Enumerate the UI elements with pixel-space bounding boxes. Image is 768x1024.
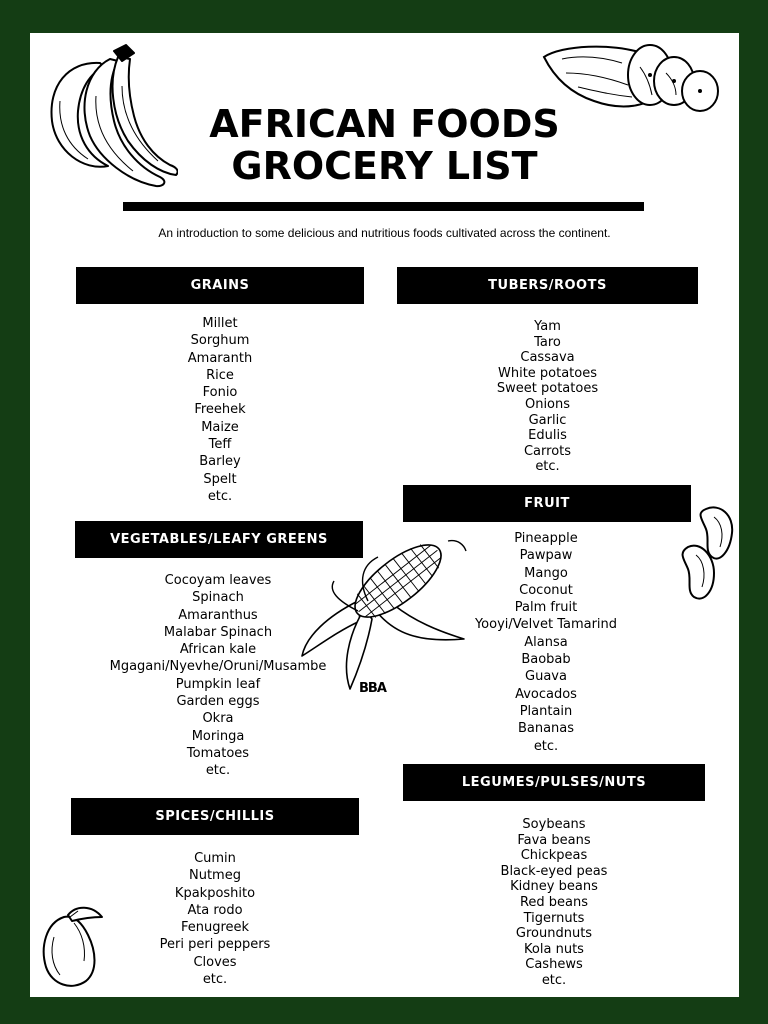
list-item: Teff	[208, 437, 232, 453]
grains-list	[76, 315, 364, 505]
vegetables-heading: VEGETABLES/LEAFY GREENS	[75, 521, 363, 558]
list-item: Pineapple	[514, 531, 578, 546]
tubers-list	[397, 319, 698, 475]
list-item: Cassava	[520, 350, 575, 366]
page-title	[30, 103, 739, 187]
list-item: Coconut	[519, 582, 573, 598]
grains-heading: GRAINS	[76, 267, 364, 304]
list-item: Millet	[202, 316, 238, 331]
list-item: Pawpaw	[519, 548, 573, 564]
list-item: Rice	[206, 367, 234, 383]
list-item: Ata rodo	[187, 902, 243, 918]
list-item: Amaranth	[187, 350, 253, 366]
mango-icon	[38, 903, 108, 993]
list-item: Soybeans	[522, 817, 586, 832]
list-item: Amaranthus	[178, 607, 258, 623]
list-item: Garlic	[528, 412, 567, 428]
list-item: Freehek	[194, 402, 246, 418]
list-item: Spinach	[192, 590, 244, 606]
list-item: Barley	[199, 454, 241, 470]
list-item: Maize	[201, 419, 239, 435]
list-item: Kidney beans	[510, 879, 598, 895]
list-item: Plantain	[519, 703, 573, 719]
list-item: Fenugreek	[180, 920, 250, 936]
list-item: Fava beans	[517, 832, 591, 848]
list-item: Okra	[202, 711, 234, 727]
list-item: Malabar Spinach	[163, 624, 273, 640]
list-item: etc.	[205, 763, 231, 779]
list-item: Tomatoes	[186, 745, 250, 761]
list-item: Kpakposhito	[174, 885, 256, 901]
list-item: Yam	[534, 319, 561, 334]
spices-list	[71, 850, 359, 988]
legumes-list	[403, 817, 705, 989]
list-item: Baobab	[521, 652, 571, 668]
list-item: Sorghum	[190, 333, 250, 349]
title-divider	[123, 202, 644, 211]
list-item: Cloves	[193, 954, 237, 970]
list-item: African kale	[179, 642, 257, 658]
list-item: etc.	[207, 488, 233, 504]
list-item: Tigernuts	[523, 910, 585, 926]
list-item: Mgagani/Nyevhe/Oruni/Musambe	[109, 659, 327, 675]
list-item: Palm fruit	[514, 600, 578, 616]
list-item: Guava	[525, 669, 567, 685]
grocery-list-page	[30, 33, 739, 997]
list-item: Bananas	[517, 721, 575, 737]
list-item: Red beans	[519, 894, 589, 910]
list-item: Peri peri peppers	[159, 937, 271, 953]
page-title-line1: AFRICAN FOODS	[209, 102, 560, 146]
legumes-heading: LEGUMES/PULSES/NUTS	[403, 764, 705, 801]
list-item: Sweet potatoes	[496, 381, 599, 397]
list-item: Fonio	[202, 385, 238, 401]
list-item: etc.	[541, 972, 567, 988]
list-item: Black-eyed peas	[500, 863, 608, 879]
list-item: Cumin	[194, 851, 236, 866]
fruit-list	[462, 530, 630, 755]
tubers-heading: TUBERS/ROOTS	[397, 267, 698, 304]
list-item: Onions	[524, 396, 571, 412]
list-item: Nutmeg	[189, 868, 241, 884]
list-item: Cashews	[525, 957, 583, 973]
page-title-line2: GROCERY LIST	[231, 144, 538, 188]
fruit-heading: FRUIT	[403, 485, 691, 522]
list-item: etc.	[533, 738, 559, 754]
list-item: Carrots	[523, 443, 572, 459]
list-item: Yooyi/Velvet Tamarind	[474, 617, 618, 633]
page-subtitle: An introduction to some delicious and nutritious foods cultivated across the continent.	[158, 226, 611, 240]
list-item: Mango	[524, 565, 568, 581]
corn-icon	[298, 521, 468, 691]
list-item: Groundnuts	[515, 926, 593, 942]
list-item: Garden eggs	[176, 694, 260, 710]
beans-icon	[680, 503, 738, 603]
list-item: Pumpkin leaf	[175, 676, 261, 692]
list-item: Kola nuts	[524, 941, 584, 957]
list-item: Alansa	[524, 634, 568, 650]
list-item: Taro	[534, 334, 561, 350]
watermark-text: BBA	[359, 681, 386, 696]
list-item: Avocados	[515, 686, 577, 702]
list-item: etc.	[535, 459, 560, 475]
list-item: Moringa	[191, 728, 245, 744]
list-item: Edulis	[528, 428, 567, 444]
list-item: Chickpeas	[520, 848, 588, 864]
list-item: White potatoes	[497, 365, 598, 381]
list-item: etc.	[202, 972, 228, 988]
list-item: Cocoyam leaves	[164, 573, 272, 588]
spices-heading: SPICES/CHILLIS	[71, 798, 359, 835]
list-item: Spelt	[203, 471, 237, 487]
